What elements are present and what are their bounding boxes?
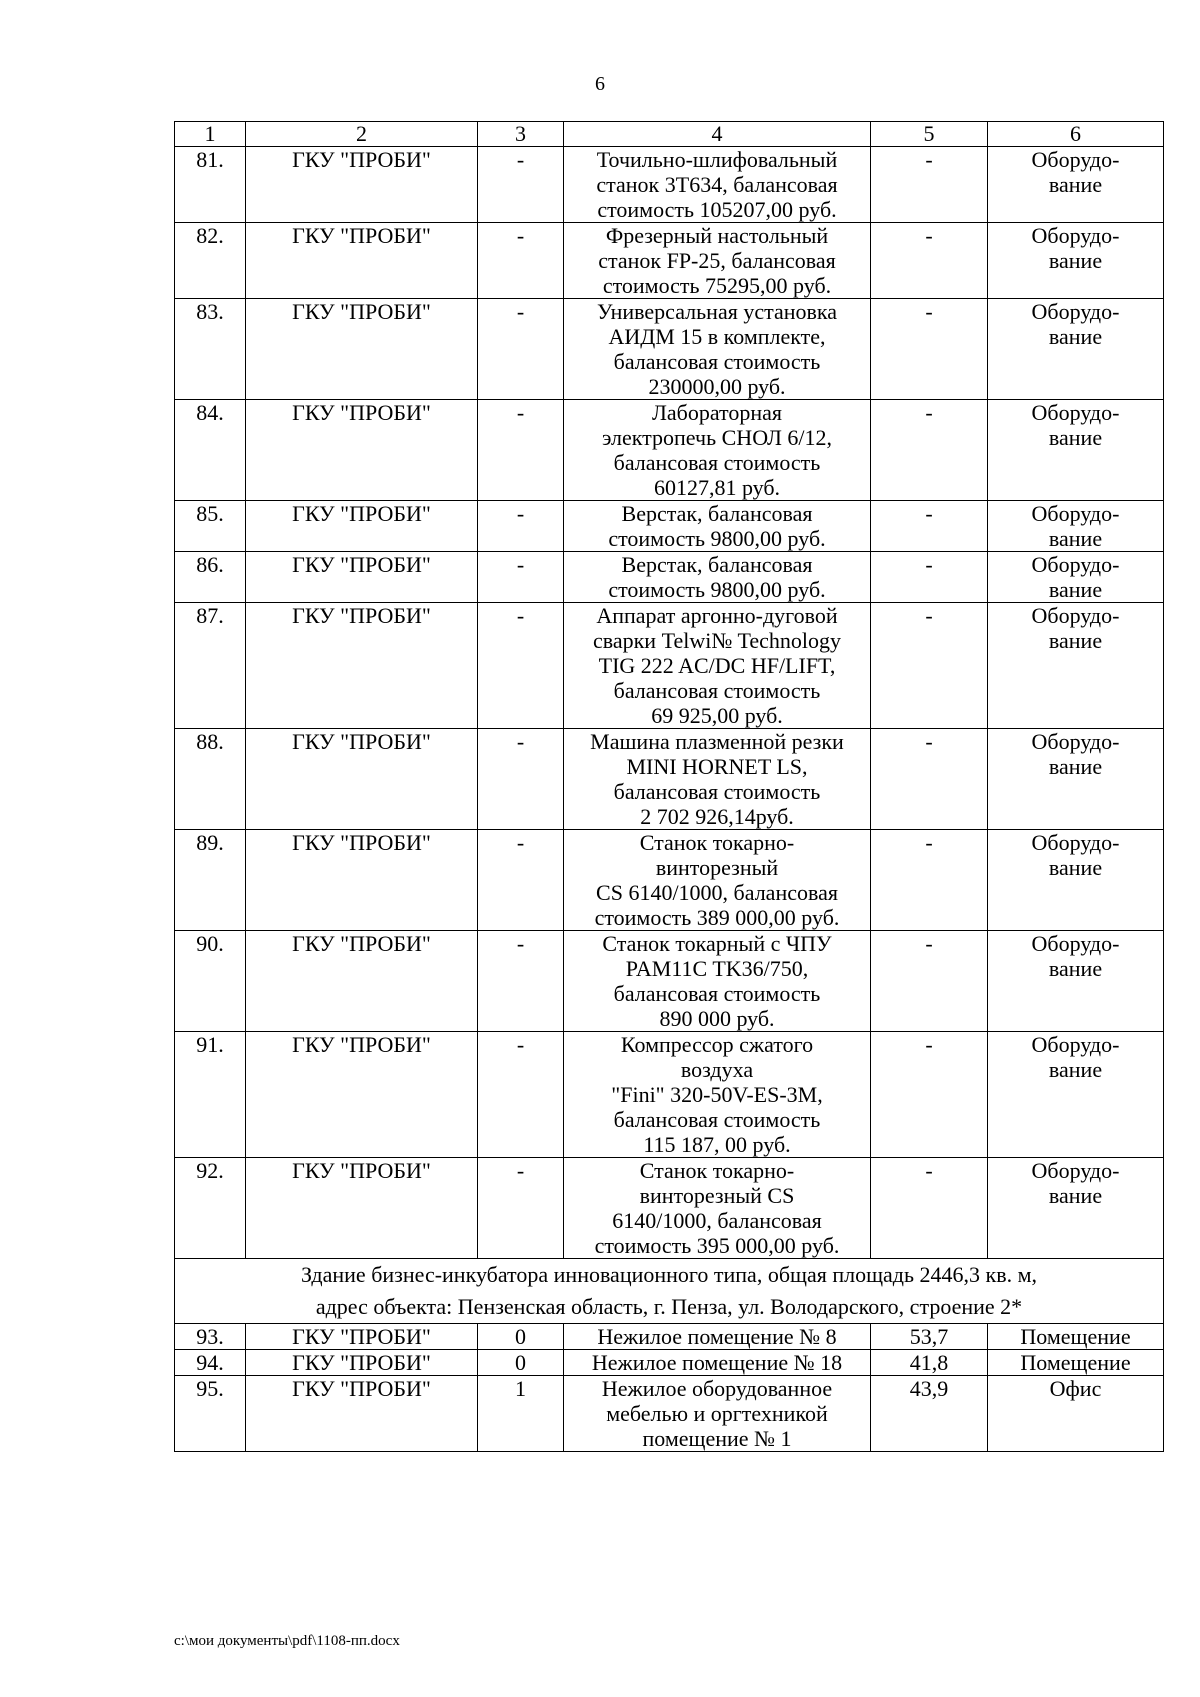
section-line: адрес объекта: Пензенская область, г. Пенза, ул. Володарского, строение 2* bbox=[315, 1294, 1023, 1319]
cell-type-line: Оборудо- bbox=[1031, 830, 1120, 855]
cell-number: 93. bbox=[175, 1324, 246, 1350]
cell-number: 88. bbox=[175, 729, 246, 830]
cell-type-line: вание bbox=[1048, 956, 1103, 981]
cell-floor: - bbox=[478, 147, 564, 223]
cell-area: - bbox=[871, 501, 988, 552]
cell-organization: ГКУ "ПРОБИ" bbox=[246, 147, 478, 223]
cell-type bbox=[988, 1350, 1164, 1376]
header-cell: 4 bbox=[564, 122, 871, 147]
cell-type-line: Оборудо- bbox=[1031, 501, 1120, 526]
cell-description-line: Нежилое помещение № 18 bbox=[591, 1350, 843, 1375]
cell-type-line: вание bbox=[1048, 172, 1103, 197]
cell-description-line: Точильно-шлифовальный bbox=[596, 147, 838, 172]
page-number: 6 bbox=[595, 73, 605, 95]
cell-area: 53,7 bbox=[871, 1324, 988, 1350]
cell-description-line: стоимость 389 000,00 руб. bbox=[594, 905, 840, 930]
table-row bbox=[175, 223, 1164, 299]
cell-description-line: стоимость 9800,00 руб. bbox=[608, 526, 826, 551]
cell-number: 82. bbox=[175, 223, 246, 299]
cell-type-line: Оборудо- bbox=[1031, 299, 1120, 324]
cell-description-line: мебелью и оргтехникой bbox=[606, 1401, 828, 1426]
section-line: Здание бизнес-инкубатора инновационного типа, общая площадь 2446,3 кв. м, bbox=[300, 1262, 1038, 1287]
cell-description bbox=[564, 147, 871, 223]
cell-description-line: помещение № 1 bbox=[642, 1426, 792, 1451]
cell-number: 94. bbox=[175, 1350, 246, 1376]
cell-floor: - bbox=[478, 299, 564, 400]
cell-type bbox=[988, 223, 1164, 299]
cell-description-line: винторезный bbox=[655, 855, 779, 880]
cell-type bbox=[988, 1032, 1164, 1158]
cell-organization: ГКУ "ПРОБИ" bbox=[246, 552, 478, 603]
cell-description-line: TIG 222 AC/DC HF/LIFT, bbox=[598, 653, 836, 678]
cell-description-line: Машина плазменной резки bbox=[590, 729, 844, 754]
cell-organization: ГКУ "ПРОБИ" bbox=[246, 1376, 478, 1452]
cell-description-line: Нежилое оборудованное bbox=[601, 1376, 833, 1401]
cell-floor: - bbox=[478, 603, 564, 729]
cell-organization: ГКУ "ПРОБИ" bbox=[246, 299, 478, 400]
header-cell: 6 bbox=[988, 122, 1164, 147]
cell-type bbox=[988, 1324, 1164, 1350]
cell-type bbox=[988, 603, 1164, 729]
table-row bbox=[175, 552, 1164, 603]
cell-description-line: АИДМ 15 в комплекте, bbox=[608, 324, 826, 349]
table-header-row bbox=[175, 122, 1164, 147]
cell-floor: - bbox=[478, 552, 564, 603]
cell-type-line: Оборудо- bbox=[1031, 223, 1120, 248]
cell-organization: ГКУ "ПРОБИ" bbox=[246, 223, 478, 299]
cell-description-line: балансовая стоимость bbox=[613, 1107, 821, 1132]
cell-type bbox=[988, 147, 1164, 223]
cell-type-line: Оборудо- bbox=[1031, 931, 1120, 956]
table-row bbox=[175, 603, 1164, 729]
cell-description-line: Компрессор сжатого bbox=[620, 1032, 814, 1057]
cell-floor: - bbox=[478, 931, 564, 1032]
cell-type-line: вание bbox=[1048, 526, 1103, 551]
cell-area: 43,9 bbox=[871, 1376, 988, 1452]
cell-type-line: вание bbox=[1048, 754, 1103, 779]
cell-area: - bbox=[871, 147, 988, 223]
table-row bbox=[175, 1350, 1164, 1376]
section-row bbox=[175, 1259, 1164, 1324]
table-row bbox=[175, 1324, 1164, 1350]
cell-type-line: вание bbox=[1048, 248, 1103, 273]
cell-type bbox=[988, 400, 1164, 501]
cell-description-line: "Fini" 320-50V-ES-3M, bbox=[611, 1082, 823, 1107]
table-row bbox=[175, 400, 1164, 501]
cell-description bbox=[564, 552, 871, 603]
cell-type bbox=[988, 1376, 1164, 1452]
table-row bbox=[175, 1158, 1164, 1259]
cell-description bbox=[564, 1376, 871, 1452]
cell-description-line: стоимость 75295,00 руб. bbox=[602, 273, 832, 298]
cell-description-line: балансовая стоимость bbox=[613, 678, 821, 703]
cell-description-line: 6140/1000, балансовая bbox=[612, 1208, 822, 1233]
table-row bbox=[175, 299, 1164, 400]
cell-description-line: 69 925,00 руб. bbox=[651, 703, 783, 728]
cell-organization: ГКУ "ПРОБИ" bbox=[246, 729, 478, 830]
cell-type-line: Оборудо- bbox=[1031, 400, 1120, 425]
cell-type-line: Оборудо- bbox=[1031, 147, 1120, 172]
cell-description bbox=[564, 729, 871, 830]
cell-type-line: вание bbox=[1048, 628, 1103, 653]
cell-description-line: балансовая стоимость bbox=[613, 981, 821, 1006]
cell-description-line: Станок токарно- bbox=[639, 1158, 795, 1183]
cell-description bbox=[564, 1350, 871, 1376]
cell-type-line: вание bbox=[1048, 324, 1103, 349]
cell-area: - bbox=[871, 299, 988, 400]
cell-description bbox=[564, 603, 871, 729]
table-body-equipment bbox=[175, 122, 1164, 1259]
cell-floor: - bbox=[478, 1032, 564, 1158]
cell-number: 91. bbox=[175, 1032, 246, 1158]
cell-number: 89. bbox=[175, 830, 246, 931]
table-row bbox=[175, 830, 1164, 931]
cell-organization: ГКУ "ПРОБИ" bbox=[246, 1324, 478, 1350]
cell-description-line: балансовая стоимость bbox=[613, 349, 821, 374]
cell-type-line: Оборудо- bbox=[1031, 1158, 1120, 1183]
cell-description-line: винторезный CS bbox=[639, 1183, 795, 1208]
cell-number: 81. bbox=[175, 147, 246, 223]
file-path-footer: c:\мои документы\pdf\1108-пп.docx bbox=[174, 1633, 400, 1649]
cell-description-line: 890 000 руб. bbox=[659, 1006, 775, 1031]
cell-area: 41,8 bbox=[871, 1350, 988, 1376]
cell-area: - bbox=[871, 729, 988, 830]
cell-type-line: вание bbox=[1048, 1183, 1103, 1208]
cell-organization: ГКУ "ПРОБИ" bbox=[246, 501, 478, 552]
cell-description-line: 2 702 926,14руб. bbox=[640, 804, 794, 829]
cell-type-line: Оборудо- bbox=[1031, 552, 1120, 577]
cell-type bbox=[988, 552, 1164, 603]
cell-description bbox=[564, 299, 871, 400]
cell-type bbox=[988, 299, 1164, 400]
cell-description-line: CS 6140/1000, балансовая bbox=[596, 880, 838, 905]
cell-description-line: Станок токарный с ЧПУ bbox=[602, 931, 832, 956]
cell-description bbox=[564, 1032, 871, 1158]
cell-description bbox=[564, 501, 871, 552]
cell-description-line: Верстак, балансовая bbox=[621, 501, 813, 526]
cell-organization: ГКУ "ПРОБИ" bbox=[246, 1158, 478, 1259]
header-cell: 1 bbox=[175, 122, 246, 147]
cell-description-line: Фрезерный настольный bbox=[605, 223, 829, 248]
header-cell: 3 bbox=[478, 122, 564, 147]
cell-organization: ГКУ "ПРОБИ" bbox=[246, 830, 478, 931]
cell-type-line: Помещение bbox=[1020, 1350, 1131, 1375]
cell-type bbox=[988, 501, 1164, 552]
cell-type bbox=[988, 729, 1164, 830]
cell-floor: 0 bbox=[478, 1350, 564, 1376]
cell-description-line: Универсальная установка bbox=[596, 299, 838, 324]
cell-floor: - bbox=[478, 223, 564, 299]
cell-description-line: стоимость 105207,00 руб. bbox=[597, 197, 837, 222]
cell-type-line: вание bbox=[1048, 425, 1103, 450]
table-row bbox=[175, 147, 1164, 223]
cell-floor: - bbox=[478, 830, 564, 931]
cell-description-line: станок FP-25, балансовая bbox=[598, 248, 836, 273]
cell-number: 84. bbox=[175, 400, 246, 501]
cell-description-line: Станок токарно- bbox=[639, 830, 795, 855]
cell-number: 86. bbox=[175, 552, 246, 603]
cell-description-line: балансовая стоимость bbox=[613, 450, 821, 475]
table-row bbox=[175, 1376, 1164, 1452]
cell-type-line: Офис bbox=[1049, 1376, 1102, 1401]
cell-area: - bbox=[871, 552, 988, 603]
cell-floor: - bbox=[478, 1158, 564, 1259]
cell-type-line: Оборудо- bbox=[1031, 1032, 1120, 1057]
cell-description bbox=[564, 1158, 871, 1259]
cell-type bbox=[988, 1158, 1164, 1259]
table-row bbox=[175, 501, 1164, 552]
cell-organization: ГКУ "ПРОБИ" bbox=[246, 931, 478, 1032]
cell-description-line: Нежилое помещение № 8 bbox=[597, 1324, 837, 1349]
cell-number: 87. bbox=[175, 603, 246, 729]
cell-area: - bbox=[871, 931, 988, 1032]
cell-floor: 1 bbox=[478, 1376, 564, 1452]
cell-type-line: вание bbox=[1048, 855, 1103, 880]
cell-description-line: воздуха bbox=[680, 1057, 754, 1082]
cell-area: - bbox=[871, 603, 988, 729]
cell-description-line: PAM11C TK36/750, bbox=[625, 956, 809, 981]
cell-description-line: 60127,81 руб. bbox=[653, 475, 781, 500]
header-cell: 2 bbox=[246, 122, 478, 147]
cell-organization: ГКУ "ПРОБИ" bbox=[246, 1032, 478, 1158]
cell-floor: 0 bbox=[478, 1324, 564, 1350]
cell-description-line: 230000,00 руб. bbox=[648, 374, 786, 399]
cell-floor: - bbox=[478, 501, 564, 552]
cell-number: 95. bbox=[175, 1376, 246, 1452]
cell-description bbox=[564, 1324, 871, 1350]
cell-area: - bbox=[871, 223, 988, 299]
cell-number: 85. bbox=[175, 501, 246, 552]
cell-type bbox=[988, 830, 1164, 931]
cell-description-line: MINI HORNET LS, bbox=[626, 754, 808, 779]
cell-description-line: Аппарат аргонно-дуговой bbox=[596, 603, 838, 628]
cell-organization: ГКУ "ПРОБИ" bbox=[246, 1350, 478, 1376]
cell-type-line: Помещение bbox=[1020, 1324, 1131, 1349]
cell-type bbox=[988, 931, 1164, 1032]
section-heading bbox=[175, 1259, 1164, 1324]
cell-description-line: Лабораторная bbox=[651, 400, 783, 425]
cell-description bbox=[564, 830, 871, 931]
cell-description bbox=[564, 223, 871, 299]
cell-area: - bbox=[871, 400, 988, 501]
header-cell: 5 bbox=[871, 122, 988, 147]
cell-number: 92. bbox=[175, 1158, 246, 1259]
cell-description-line: сварки Telwi№ Technology bbox=[592, 628, 841, 653]
cell-type-line: Оборудо- bbox=[1031, 729, 1120, 754]
cell-organization: ГКУ "ПРОБИ" bbox=[246, 400, 478, 501]
cell-type-line: Оборудо- bbox=[1031, 603, 1120, 628]
cell-number: 83. bbox=[175, 299, 246, 400]
cell-description bbox=[564, 931, 871, 1032]
table-body-section bbox=[175, 1259, 1164, 1324]
cell-organization: ГКУ "ПРОБИ" bbox=[246, 603, 478, 729]
cell-floor: - bbox=[478, 400, 564, 501]
cell-floor: - bbox=[478, 729, 564, 830]
cell-description-line: станок 3Т634, балансовая bbox=[596, 172, 838, 197]
cell-area: - bbox=[871, 1158, 988, 1259]
cell-description-line: балансовая стоимость bbox=[613, 779, 821, 804]
cell-description-line: 115 187, 00 руб. bbox=[643, 1132, 791, 1157]
cell-description-line: стоимость 9800,00 руб. bbox=[608, 577, 826, 602]
table-row bbox=[175, 931, 1164, 1032]
cell-description bbox=[564, 400, 871, 501]
cell-type-line: вание bbox=[1048, 1057, 1103, 1082]
table-row bbox=[175, 729, 1164, 830]
cell-area: - bbox=[871, 1032, 988, 1158]
cell-type-line: вание bbox=[1048, 577, 1103, 602]
table-body-premises bbox=[175, 1324, 1164, 1452]
cell-description-line: Верстак, балансовая bbox=[621, 552, 813, 577]
cell-number: 90. bbox=[175, 931, 246, 1032]
property-table bbox=[174, 121, 1164, 1452]
cell-description-line: стоимость 395 000,00 руб. bbox=[594, 1233, 840, 1258]
cell-description-line: электропечь СНОЛ 6/12, bbox=[601, 425, 833, 450]
table-row bbox=[175, 1032, 1164, 1158]
cell-area: - bbox=[871, 830, 988, 931]
